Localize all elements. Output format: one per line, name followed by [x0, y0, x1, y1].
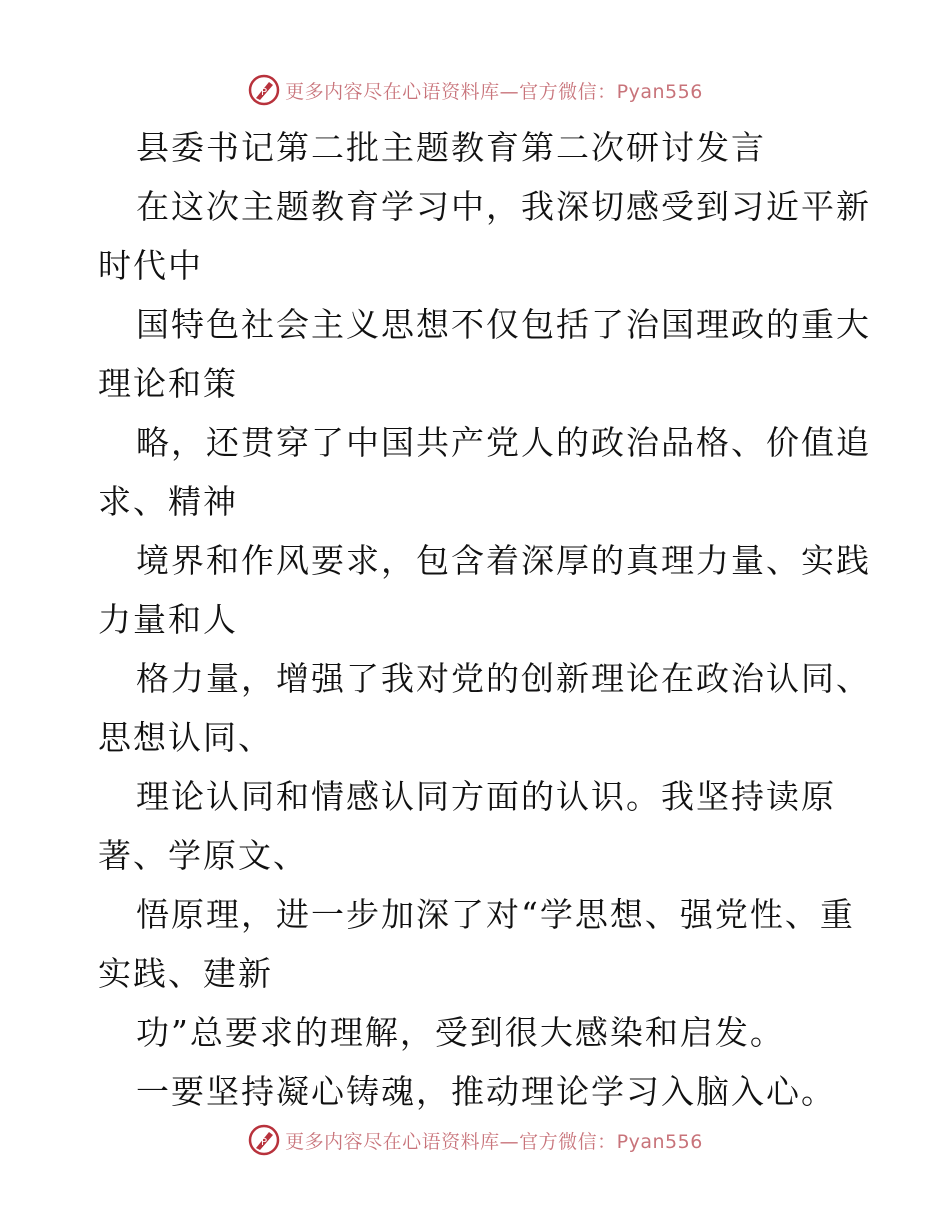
paragraph-line: 一要坚持凝心铸魂，推动理论学习入脑入心。	[136, 1072, 836, 1111]
paragraph-line: 力量和人	[98, 600, 238, 639]
paragraph-line: 著、学原文、	[98, 836, 308, 875]
document-title: 县委书记第二批主题教育第二次研讨发言	[136, 128, 766, 167]
paragraph-line: 境界和作风要求，包含着深厚的真理力量、实践	[136, 541, 871, 580]
document-body	[98, 118, 871, 1121]
pen-logo-icon	[247, 73, 281, 107]
header-banner-text: 更多内容尽在心语资料库—官方微信：Pyan556	[285, 80, 703, 103]
paragraph-line: 悟原理，进一步加深了对“学思想、强党性、重	[136, 895, 855, 934]
header-watermark-banner	[0, 70, 950, 110]
paragraph-line: 功”总要求的理解，受到很大感染和启发。	[136, 1013, 785, 1052]
paragraph-line: 理论和策	[98, 364, 238, 403]
paragraph-line: 略，还贯穿了中国共产党人的政治品格、价值追	[136, 423, 871, 462]
paragraph-line: 理论认同和情感认同方面的认识。我坚持读原	[136, 777, 836, 816]
pen-logo-icon	[247, 1123, 281, 1157]
paragraph-line: 格力量，增强了我对党的创新理论在政治认同、	[136, 659, 871, 698]
footer-watermark-banner	[0, 1120, 950, 1160]
paragraph-line: 求、精神	[98, 482, 238, 521]
footer-banner-text: 更多内容尽在心语资料库—官方微信：Pyan556	[285, 1130, 703, 1153]
paragraph-line: 实践、建新	[98, 954, 273, 993]
logo-letter: P	[261, 87, 268, 98]
paragraph-line: 在这次主题教育学习中，我深切感受到习近平新	[136, 187, 871, 226]
paragraph-line: 思想认同、	[98, 718, 273, 757]
paragraph-line: 时代中	[98, 246, 203, 285]
paragraph-line: 国特色社会主义思想不仅包括了治国理政的重大	[136, 305, 871, 344]
logo-letter: P	[261, 1137, 268, 1148]
